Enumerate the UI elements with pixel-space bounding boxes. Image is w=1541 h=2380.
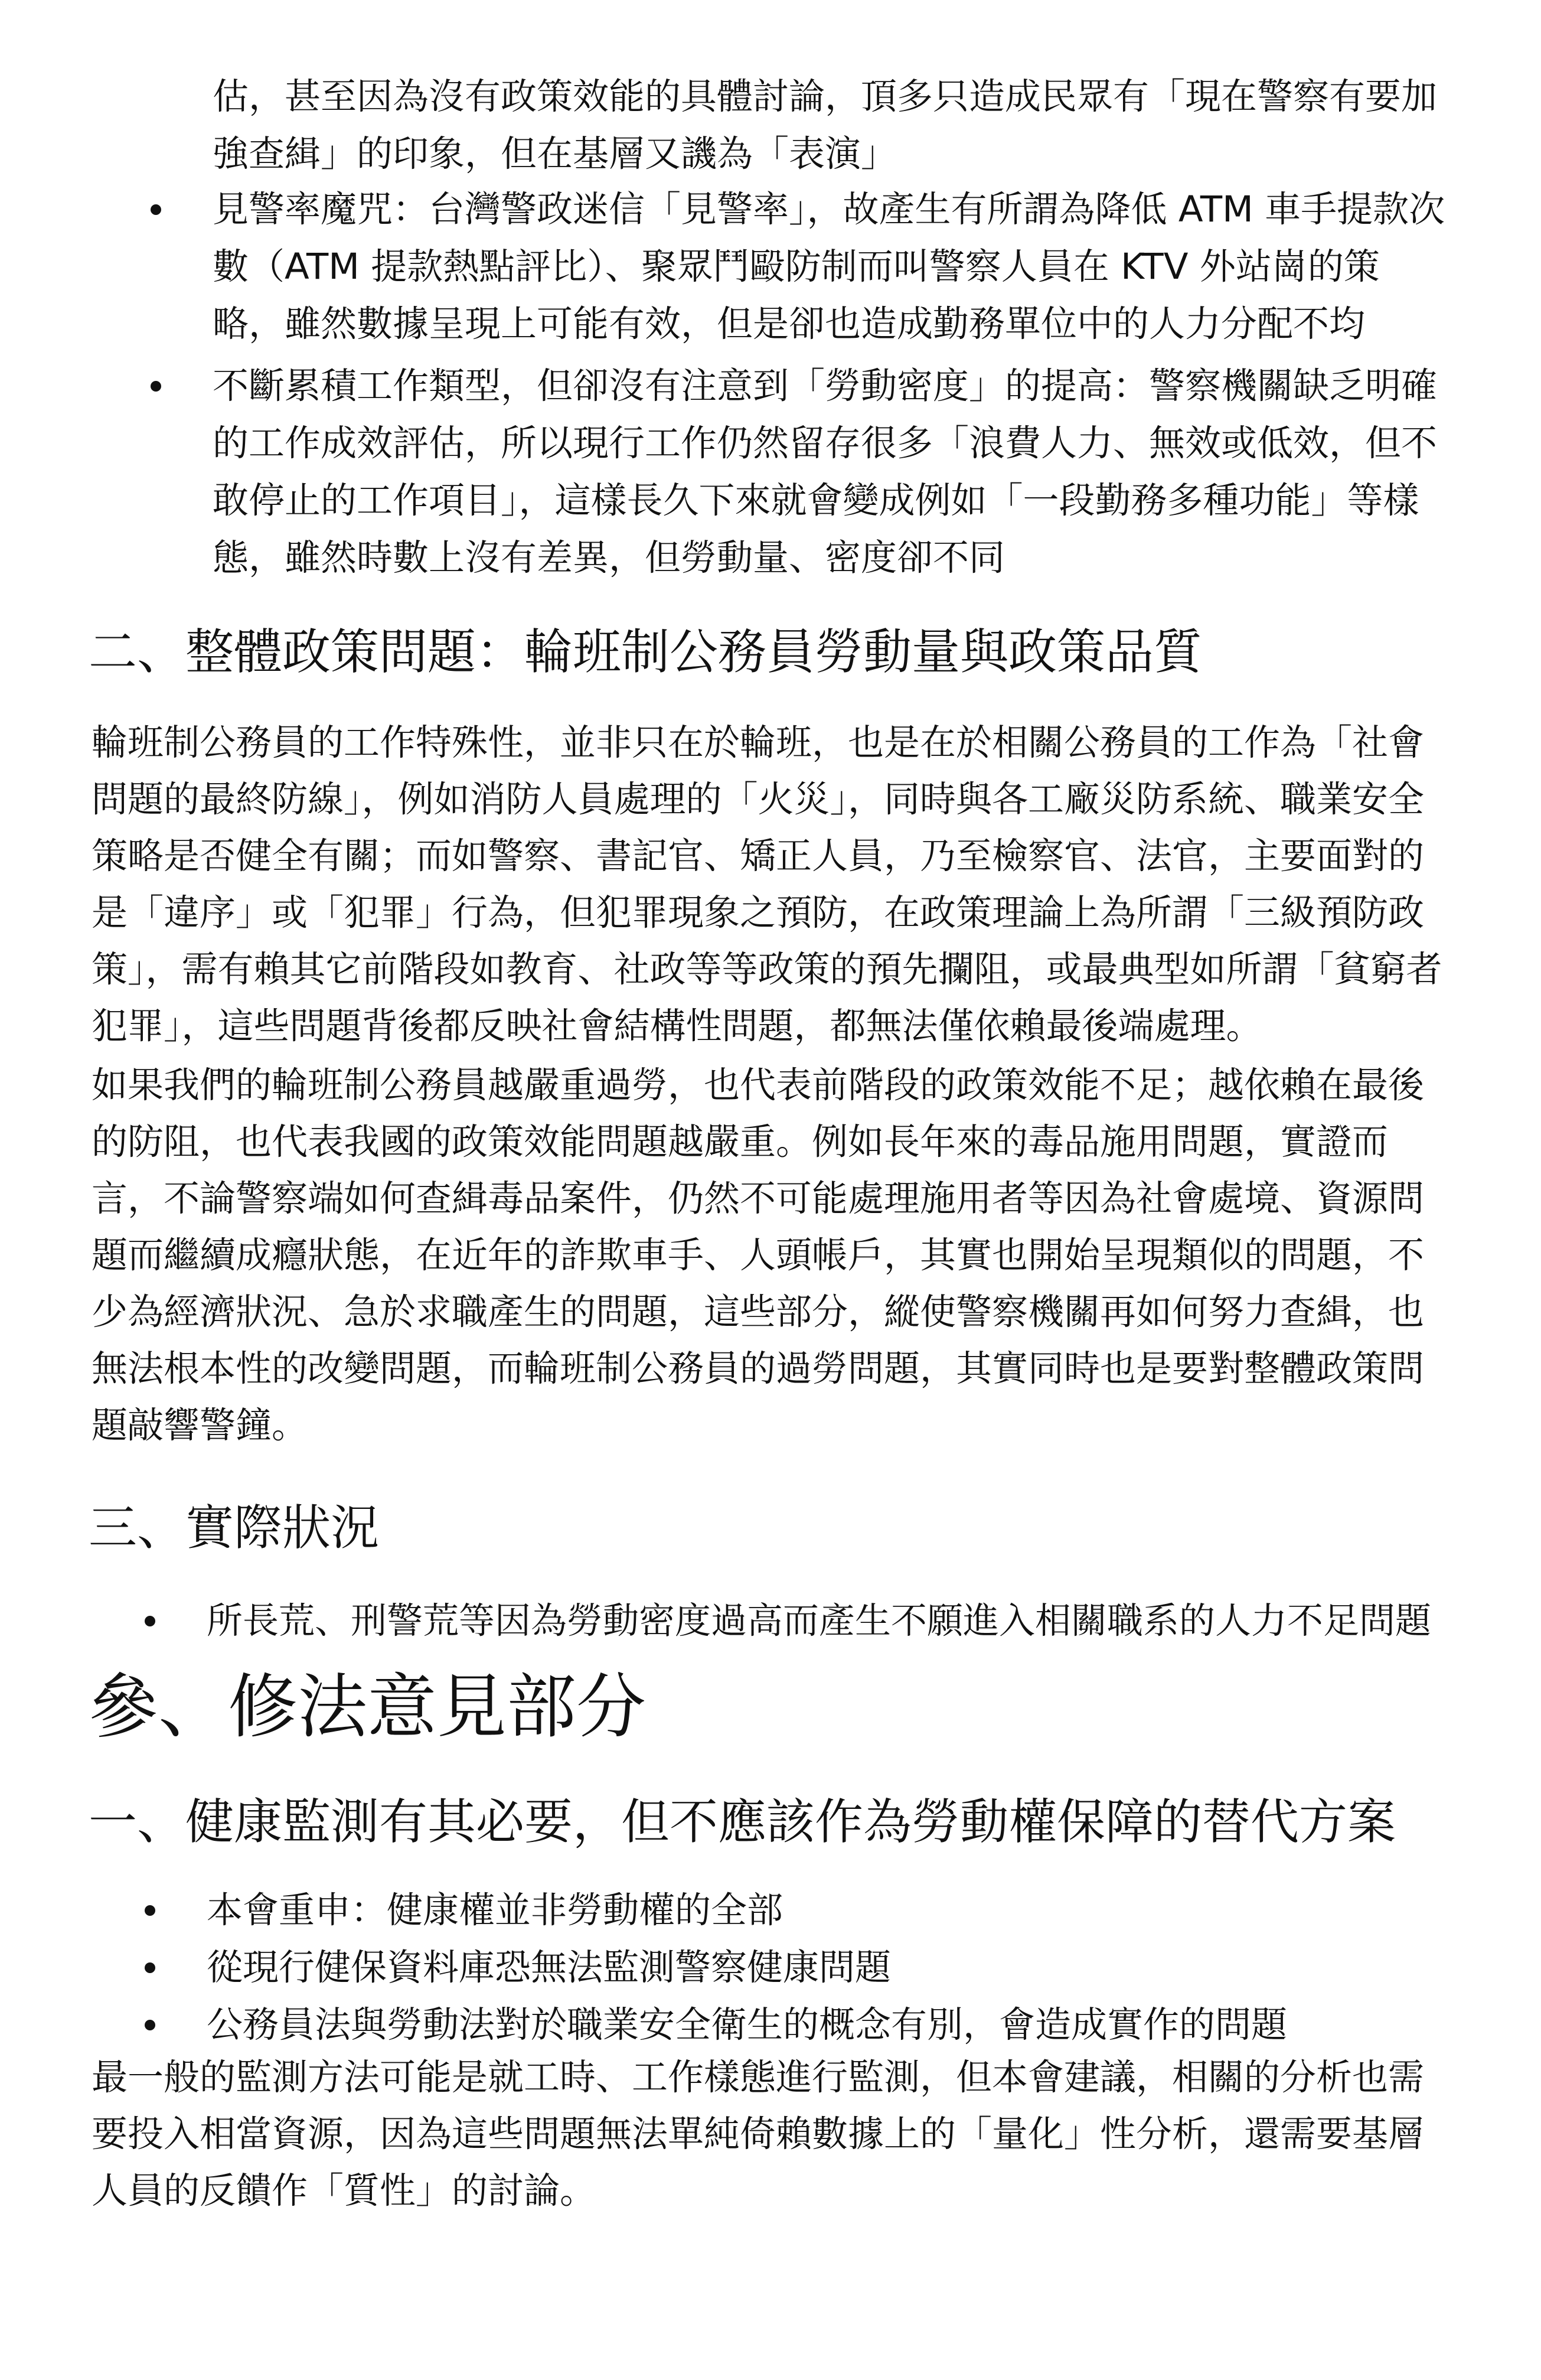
- section-heading: 二、整體政策問題：輪班制公務員勞動量與政策品質: [89, 624, 1203, 680]
- bullet-text: 從現行健保資料庫恐無法監測警察健康問題: [207, 1947, 892, 1988]
- paragraph: 如果我們的輪班制公務員越嚴重過勞，也代表前階段的政策效能不足；越依賴在最後的防阻，也代表我國的政策效能問題越嚴重。例如長年來的毒品施用問題，實證而言，不論警察端如何查緝毒品案件，仍然不可能處理施用者等因為社會處境、資源問題而繼續成癮狀態，在近年的詐欺車手、人頭帳戶，其實也開始呈現類似的問題，不少為經濟狀況、急於求職產生的問題，這些部分，縱使警察機關再如何努力查緝，也無法根本性的改變問題，而輪班制公務員的過勞問題，其實同時也是要對整體政策問題敲響警鐘。: [92, 1064, 1425, 1446]
- part-heading: 參、修法意見部分: [89, 1666, 647, 1747]
- bullet-icon: [145, 1962, 155, 1973]
- bullet-text: 公務員法與勞動法對於職業安全衛生的概念有別，會造成實作的問題: [207, 2004, 1288, 2046]
- bullet-icon: [145, 2020, 155, 2030]
- bullet-icon: [145, 1905, 155, 1916]
- list-item: [213, 181, 1447, 353]
- bullet-text: 不斷累積工作類型，但卻沒有注意到「勞動密度」的提高：警察機關缺乏明確的工作成效評估，所以現行工作仍然留存很多「浪費人力、無效或低效，但不敢停止的工作項目」，這樣長久下來就會變成例如「一段勤務多種功能」等樣態，雖然時數上沒有差異，但勞動量、密度卻不同: [213, 365, 1438, 579]
- bullet-text: 本會重申：健康權並非勞動權的全部: [207, 1889, 783, 1931]
- bullet-text: 估，甚至因為沒有政策效能的具體討論，頂多只造成民眾有「現在警察有要加強查緝」的印象，但在基層又譏為「表演」: [213, 76, 1438, 175]
- bullet-text: 見警率魔咒：台灣警政迷信「見警率」，故產生有所謂為降低 ATM 車手提款次數（ATM 提款熱點評比）、聚眾鬥毆防制而叫警察人員在 KTV 外站崗的策略，雖然數據呈現上可能有效，但是卻也造成勤務單位中的人力分配不均: [213, 188, 1445, 345]
- bullet-icon: [145, 1616, 155, 1626]
- list-item: [213, 68, 1447, 182]
- paragraph: 輪班制公務員的工作特殊性，並非只在於輪班，也是在於相關公務員的工作為「社會問題的最終防線」，例如消防人員處理的「火災」，同時與各工廠災防系統、職業安全策略是否健全有關；而如警察、書記官、矯正人員，乃至檢察官、法官，主要面對的是「違序」或「犯罪」行為，但犯罪現象之預防，在政策理論上為所謂「三級預防政策」，需有賴其它前階段如教育、社政等等政策的預先攔阻，或最典型如所謂「貧窮者犯罪」，這些問題背後都反映社會結構性問題，都無法僅依賴最後端處理。: [92, 722, 1442, 1047]
- list-item: [207, 1939, 1447, 1996]
- paragraph: 最一般的監測方法可能是就工時、工作樣態進行監測，但本會建議，相關的分析也需要投入相當資源，因為這些問題無法單純倚賴數據上的「量化」性分析，還需要基層人員的反饋作「質性」的討論。: [92, 2056, 1425, 2212]
- list-item: [207, 1882, 1447, 1939]
- list-item: [207, 1996, 1447, 2053]
- bullet-text: 所長荒、刑警荒等因為勞動密度過高而產生不願進入相關職系的人力不足問題: [207, 1600, 1432, 1642]
- list-item: [207, 1592, 1458, 1649]
- list-item: [213, 357, 1447, 586]
- bullet-icon: [151, 204, 161, 215]
- bullet-icon: [151, 381, 161, 392]
- section-heading: 一、健康監測有其必要，但不應該作為勞動權保障的替代方案: [89, 1794, 1396, 1850]
- section-heading: 三、實際狀況: [89, 1500, 380, 1556]
